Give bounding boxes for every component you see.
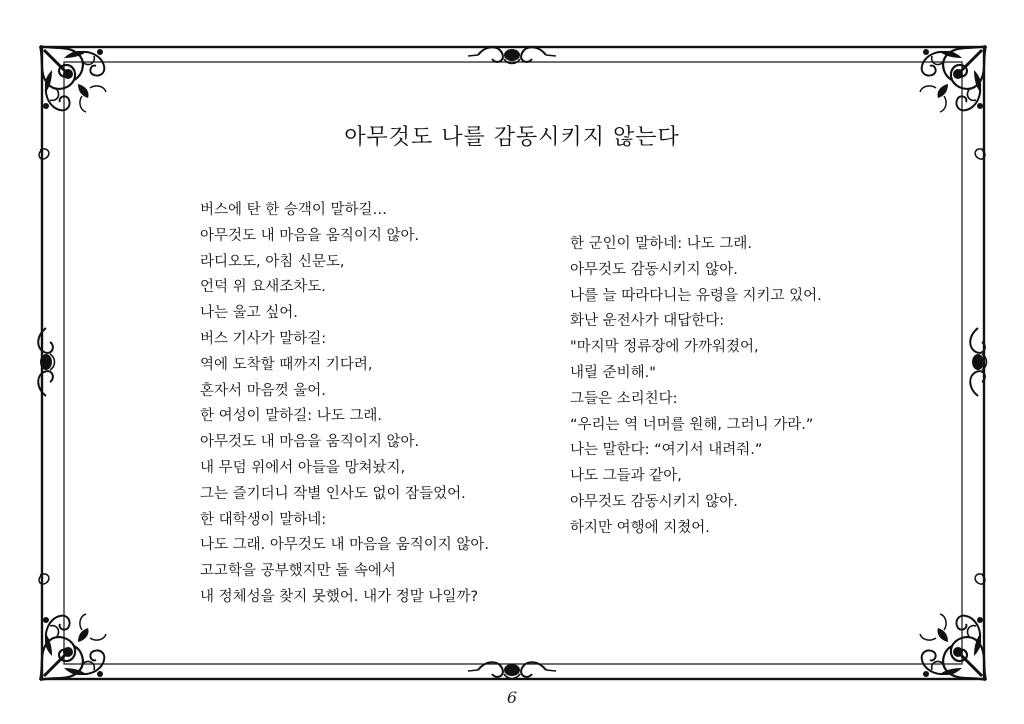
poem-line: 아무것도 내 마음을 움직이지 않아.	[200, 227, 420, 244]
poem-line: 언덕 위 요새조차도.	[200, 279, 326, 296]
poem-left-column	[200, 198, 489, 611]
poem-line: “우리는 역 너머를 원해, 그러니 가라.”	[570, 416, 814, 433]
poem-line: 버스 기사가 말하길:	[200, 330, 327, 347]
poem-line: 화난 운전사가 대답한다:	[570, 313, 725, 330]
poem-line: 내 정체성을 찾지 못했어. 내가 정말 나일까?	[200, 588, 479, 605]
poem-line: 고고학을 공부했지만 돌 속에서	[200, 563, 396, 580]
poem-line: 한 여성이 말하길: 나도 그래.	[200, 408, 383, 425]
poem-line: 그는 즐기더니 작별 인사도 없이 잠들었어.	[200, 485, 466, 502]
poem-line: 아무것도 감동시키지 않아.	[570, 261, 738, 278]
poem-line: 한 군인이 말하네: 나도 그래.	[570, 236, 753, 252]
poem-line: 나도 그들과 같아,	[570, 468, 682, 485]
poem-title: 아무것도 나를 감동시키지 않는다	[344, 125, 680, 150]
poem-line: 나는 말한다: “여기서 내려줘.”	[570, 442, 763, 459]
poem-line: 한 대학생이 말하네:	[200, 511, 327, 528]
poem-line: 내릴 준비해."	[570, 364, 656, 381]
poem-line: 아무것도 감동시키지 않아.	[570, 493, 738, 510]
poem-line: 나는 울고 싶어.	[200, 305, 298, 322]
poem-line: 나도 그래. 아무것도 내 마음을 움직이지 않아.	[200, 537, 489, 554]
poem-line: "마지막 정류장에 가까워졌어,	[570, 339, 759, 356]
poem-line: 하지만 여행에 지쳤어.	[570, 519, 710, 536]
poem-right-column	[570, 232, 822, 542]
poem-line: 혼자서 마음껏 울어.	[200, 382, 326, 399]
poem-line: 아무것도 내 마음을 움직이지 않아.	[200, 434, 420, 451]
poem-line: 버스에 탄 한 승객이 말하길…	[200, 202, 388, 218]
poem-line: 나를 늘 따라다니는 유령을 지키고 있어.	[570, 287, 822, 304]
poem-line: 그들은 소리친다:	[570, 390, 678, 407]
poem-line: 내 무덤 위에서 아들을 망쳐놨지,	[200, 459, 406, 476]
poem-line: 라디오도, 아침 신문도,	[200, 253, 345, 270]
poem-line: 역에 도착할 때까지 기다려,	[200, 356, 373, 373]
page-number: 6	[506, 688, 518, 707]
